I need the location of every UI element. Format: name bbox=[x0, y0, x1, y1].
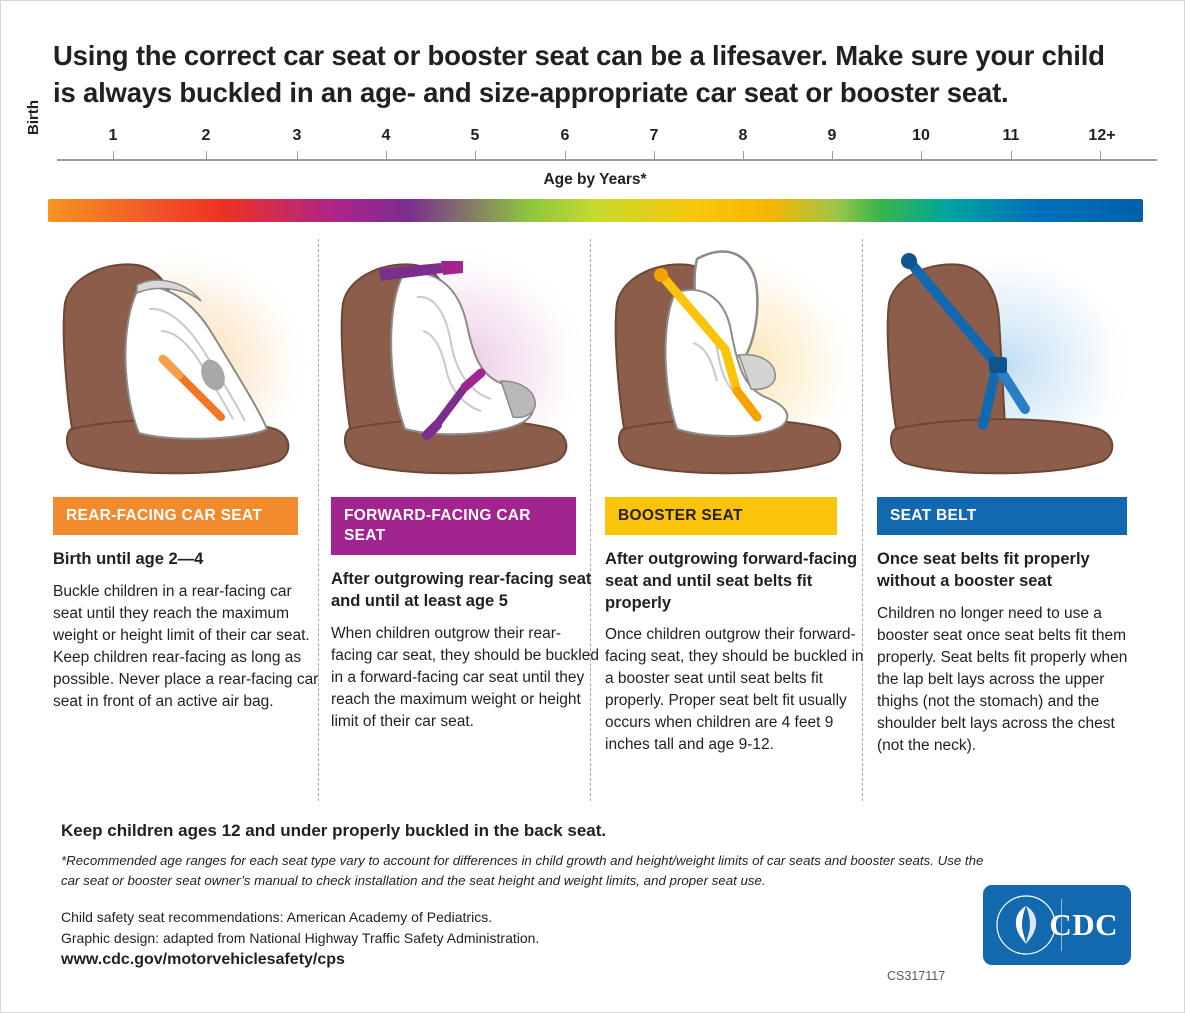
age-gradient-bar bbox=[48, 199, 1143, 222]
booster-seat-illustration bbox=[605, 239, 873, 497]
axis-tick bbox=[475, 151, 476, 161]
birth-label: Birth bbox=[25, 100, 42, 135]
column-rear-facing-car-seat bbox=[53, 239, 321, 713]
column-booster-seat bbox=[605, 239, 873, 756]
axis-tick bbox=[386, 151, 387, 161]
axis-tick-label: 1 bbox=[108, 127, 118, 144]
body-booster: Once children outgrow their forward-facing seat, they should be buckled in a booster seat until seat belts fit properly. Proper seat belt fit usually occurs when children are 4 feet 9 inches tall and age 9-12. bbox=[605, 626, 864, 754]
axis-tick-label: 3 bbox=[292, 127, 302, 144]
hhs-seal-icon bbox=[995, 894, 1057, 956]
cdc-logo bbox=[983, 885, 1131, 965]
axis-tick-label: 11 bbox=[1002, 127, 1020, 144]
seat-belt-illustration bbox=[877, 239, 1145, 497]
axis-tick-label: 4 bbox=[381, 127, 391, 144]
axis-tick-label: 10 bbox=[912, 127, 930, 144]
publication-id: CS317117 bbox=[887, 969, 946, 983]
axis-tick-label: 5 bbox=[470, 127, 480, 144]
footer-credits bbox=[61, 907, 761, 950]
rear-facing-car-seat-illustration bbox=[53, 239, 321, 497]
axis-tick bbox=[921, 151, 922, 161]
cdc-wordmark: CDC bbox=[1049, 907, 1118, 942]
axis-line bbox=[57, 159, 1157, 161]
axis-tick-label: 7 bbox=[649, 127, 659, 144]
badge-rear-facing-car-seat: REAR-FACING CAR SEAT bbox=[53, 497, 298, 535]
subhead-seat-belt: Once seat belts fit properly without a booster seat bbox=[877, 550, 1090, 590]
body-forward-facing: When children outgrow their rear-facing car seat, they should be buckled in a forward-facing car seat until they reach the maximum weight or height limit of their car seat. bbox=[331, 624, 599, 730]
page-title: Using the correct car seat or booster seat can be a lifesaver. Make sure your child is always buckled in an age- and size-appropriate car seat or booster seat. bbox=[53, 40, 1105, 109]
badge-booster-seat: BOOSTER SEAT bbox=[605, 497, 837, 535]
footer-note: *Recommended age ranges for each seat type vary to account for differences in child growth and height/weight limits of car seats and booster seats. Use the car seat or booster seat owner’s manual to check installation and the seat height and weight limits, and proper seat use. bbox=[61, 853, 984, 888]
column-seat-belt bbox=[877, 239, 1145, 757]
credit-line-2: Graphic design: adapted from National Highway Traffic Safety Administration. bbox=[61, 930, 540, 947]
footer-bold-line: Keep children ages 12 and under properly buckled in the back seat. bbox=[61, 821, 607, 840]
credit-line-1: Child safety seat recommendations: American Academy of Pediatrics. bbox=[61, 909, 493, 925]
subhead-rear-facing: Birth until age 2—4 bbox=[53, 550, 204, 569]
column-forward-facing-car-seat bbox=[331, 239, 599, 733]
forward-facing-car-seat-illustration bbox=[331, 239, 599, 497]
body-rear-facing: Buckle children in a rear-facing car seat until they reach the maximum weight or height limit of their car seat. Keep children rear-facing as long as possible. Never place a rear-facing car seat in front of an active air bag. bbox=[53, 582, 319, 710]
axis-tick-label: 9 bbox=[827, 127, 837, 144]
badge-forward-facing-car-seat: FORWARD-FACING CAR SEAT bbox=[331, 497, 576, 555]
axis-tick bbox=[1100, 151, 1101, 161]
axis-tick bbox=[832, 151, 833, 161]
subhead-booster: After outgrowing forward-facing seat and until seat belts fit properly bbox=[605, 550, 858, 612]
body-seat-belt: Children no longer need to use a booster seat once seat belts fit them properly. Seat belts fit properly when the lap belt lays across the upper thighs (not the stomach) and the shoulder belt lays across the chest (not the neck). bbox=[877, 604, 1128, 754]
axis-tick-label: 8 bbox=[738, 127, 748, 144]
axis-tick bbox=[565, 151, 566, 161]
axis-tick bbox=[743, 151, 744, 161]
axis-tick bbox=[1011, 151, 1012, 161]
axis-tick-label: 12+ bbox=[1088, 127, 1116, 144]
cdc-url-link[interactable]: www.cdc.gov/motorvehiclesafety/cps bbox=[61, 951, 345, 968]
axis-tick bbox=[654, 151, 655, 161]
axis-tick-label: 6 bbox=[560, 127, 570, 144]
axis-title: Age by Years* bbox=[543, 171, 647, 188]
axis-tick bbox=[113, 151, 114, 161]
badge-seat-belt: SEAT BELT bbox=[877, 497, 1127, 535]
axis-tick bbox=[297, 151, 298, 161]
age-scale bbox=[25, 100, 1165, 225]
axis-tick bbox=[206, 151, 207, 161]
subhead-forward-facing: After outgrowing rear-facing seat and until at least age 5 bbox=[331, 570, 592, 611]
axis-tick-label: 2 bbox=[201, 127, 211, 144]
